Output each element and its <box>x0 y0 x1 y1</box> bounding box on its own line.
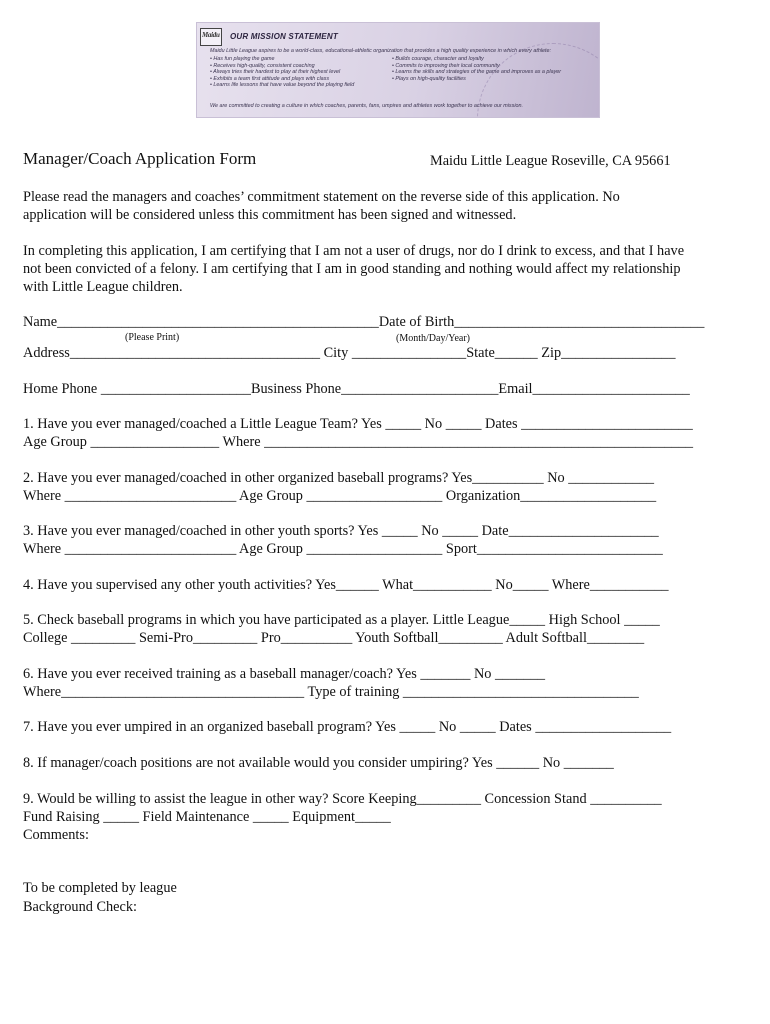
logo-text: Maidu <box>202 31 220 39</box>
bullet: • Commits to improving their local community <box>392 62 500 69</box>
certification-line-3: with Little League children. <box>23 279 183 295</box>
bullet: • Learns life lessons that have value beyond the playing field <box>210 82 355 88</box>
question-3-details[interactable]: Where ________________________ Age Group ___________________ Sport__________________________ <box>23 541 663 557</box>
phone-email-field[interactable]: Home Phone _____________________Business Phone______________________Email______________________ <box>23 381 690 397</box>
question-1-details[interactable]: Age Group __________________ Where ____________________________________________________________ <box>23 434 694 450</box>
question-6[interactable]: 6. Have you ever received training as a baseball manager/coach? Yes _______ No _______ <box>23 666 546 682</box>
name-dob-field[interactable]: Name_____________________________________________Date of Birth___________________________________ <box>23 314 705 330</box>
question-1[interactable]: 1. Have you ever managed/coached a Little League Team? Yes _____ No _____ Dates ________________________ <box>23 416 693 432</box>
bullet: • Learns the skills and strategies of the game and improves as a player <box>392 69 562 75</box>
bullet: • Always tries their hardest to play at their highest level <box>210 69 341 75</box>
question-4[interactable]: 4. Have you supervised any other youth activities? Yes______ What___________ No_____ Where___________ <box>23 577 669 593</box>
question-9-details[interactable]: Fund Raising _____ Field Maintenance _____ Equipment_____ <box>23 809 391 825</box>
bullet: • Has fun playing the game <box>210 56 275 62</box>
certification-line-1: In completing this application, I am certifying that I am not a user of drugs, nor do I drink to excess, and that I have <box>23 243 685 259</box>
mission-intro: Maidu Little League aspires to be a world-class, educational-athletic organization that provides a high quality experience in which every athlete: <box>210 48 552 54</box>
address-field[interactable]: Address___________________________________ City ________________State______ Zip________________ <box>23 345 676 361</box>
question-3[interactable]: 3. Have you ever managed/coached in other youth sports? Yes _____ No _____ Date_____________________ <box>23 523 659 539</box>
league-use-label: To be completed by league <box>23 880 177 896</box>
bullet: • Builds courage, character and loyalty <box>392 56 484 62</box>
intro-paragraph-1-line-2: application will be considered unless this commitment has been signed and witnessed. <box>23 207 517 223</box>
mission-statement-banner <box>196 22 600 118</box>
question-9[interactable]: 9. Would be willing to assist the league in other way? Score Keeping_________ Concession Stand __________ <box>23 791 662 807</box>
mission-title: OUR MISSION STATEMENT <box>230 32 338 41</box>
question-7[interactable]: 7. Have you ever umpired in an organized baseball program? Yes _____ No _____ Dates ___________________ <box>23 719 672 735</box>
league-location: Maidu Little League Roseville, CA 95661 <box>430 153 671 169</box>
mission-bullets-left <box>210 56 354 89</box>
form-title: Manager/Coach Application Form <box>23 149 257 168</box>
background-check-label: Background Check: <box>23 899 137 915</box>
question-2-details[interactable]: Where ________________________ Age Group ___________________ Organization___________________ <box>23 488 657 504</box>
dob-format-hint: (Month/Day/Year) <box>396 333 470 344</box>
certification-line-2: not been convicted of a felony. I am certifying that I am in good standing and nothing would affect my relationship <box>23 261 681 277</box>
intro-paragraph-1-line-1: Please read the managers and coaches’ commitment statement on the reverse side of this application. No <box>23 189 620 205</box>
league-logo <box>200 28 222 46</box>
bullet: • Plays on high-quality facilities <box>392 75 466 82</box>
comments-label: Comments: <box>23 827 89 843</box>
bullet: • Receives high-quality, consistent coaching <box>210 62 315 69</box>
question-8[interactable]: 8. If manager/coach positions are not available would you consider umpiring? Yes ______ No _______ <box>23 755 614 771</box>
mission-bullets-right <box>392 56 561 82</box>
question-6-details[interactable]: Where__________________________________ Type of training _________________________________ <box>23 684 639 700</box>
mission-footer: We are committed to creating a culture in which coaches, parents, fans, umpires and athletes work together to achieve our mission. <box>210 103 524 109</box>
please-print-hint: (Please Print) <box>125 332 180 343</box>
question-5-details[interactable]: College _________ Semi-Pro_________ Pro__________ Youth Softball_________ Adult Softball________ <box>23 630 645 646</box>
bullet: • Exhibits a team first attitude and plays with class <box>210 75 330 82</box>
question-2[interactable]: 2. Have you ever managed/coached in other organized baseball programs? Yes__________ No ____________ <box>23 470 655 486</box>
question-5[interactable]: 5. Check baseball programs in which you have participated as a player. Little League_____ High School _____ <box>23 612 660 628</box>
